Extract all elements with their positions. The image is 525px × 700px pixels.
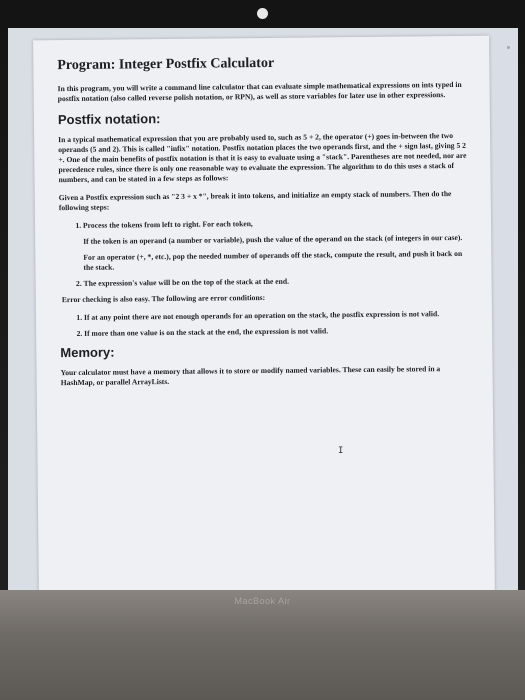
postfix-paragraph-1: In a typical mathematical expression that you are probably used to, such as 5 + 2, the operator (+) goes in-between the two operands (5 and 2). This is called "infix" notation. Postfix notation places the two operands first, and the + sign last, giving 5 2 +. One of the main benefits of postfix notation is that it is easy to evaluate using a "stack". Parentheses are not needed, nor are precedence rules, since there is only one reasonable way to evaluate the expression. The algorithm to do this uses a stack of numbers, and can be stated in a few steps as follows: bbox=[58, 131, 467, 185]
step-item bbox=[84, 275, 472, 289]
laptop-chassis bbox=[0, 590, 525, 700]
algorithm-steps bbox=[59, 217, 472, 289]
error-conditions bbox=[60, 309, 472, 339]
error-2-text: If more than one value is on the stack at the end, the expression is not valid. bbox=[84, 326, 329, 338]
step-1-operator: For an operator (+, *, etc.), pop the needed number of operands off the stack, compute the result, and push it back on the stack. bbox=[83, 248, 463, 272]
step-item bbox=[83, 217, 472, 273]
window-dot bbox=[507, 46, 510, 49]
intro-paragraph: In this program, you will write a command line calculator that can evaluate simple mathematical expressions on ints typed in postfix notation (also called reverse polish notation, or RPN), as well as store variables for later use in other expressions. bbox=[57, 79, 462, 104]
step-1-text: Process the tokens from left to right. For each token, bbox=[82, 219, 253, 230]
postfix-paragraph-2: Given a Postfix expression such as "2 3 + x *", break it into tokens, and initialize an empty stack of numbers. Then do the following steps: bbox=[58, 189, 452, 213]
webcam bbox=[257, 8, 268, 19]
error-1-text: If at any point there are not enough operands for an operation on the stack, the postfix expression is not valid. bbox=[83, 309, 440, 322]
step-1-operand: If the token is an operand (a number or variable), push the value of the operand on the stack (of integers in our case). bbox=[83, 232, 463, 246]
document-title: Program: Integer Postfix Calculator bbox=[57, 55, 275, 74]
error-intro: Error checking is also easy. The following are error conditions: bbox=[61, 292, 266, 305]
error-item bbox=[84, 309, 472, 323]
text-cursor-icon: I bbox=[338, 446, 344, 456]
memory-paragraph: Your calculator must have a memory that allows it to store or modify named variables. These can easily be stored in a HashMap, or parallel ArrayLists. bbox=[60, 364, 441, 388]
step-2-text: The expression's value will be on the top of the stack at the end. bbox=[83, 276, 289, 288]
postfix-heading: Postfix notation: bbox=[57, 111, 161, 128]
error-item bbox=[84, 325, 472, 339]
document-page bbox=[33, 36, 495, 590]
laptop-screen bbox=[8, 28, 518, 590]
brand-label: MacBook Air bbox=[234, 596, 291, 606]
memory-heading: Memory: bbox=[60, 344, 115, 361]
